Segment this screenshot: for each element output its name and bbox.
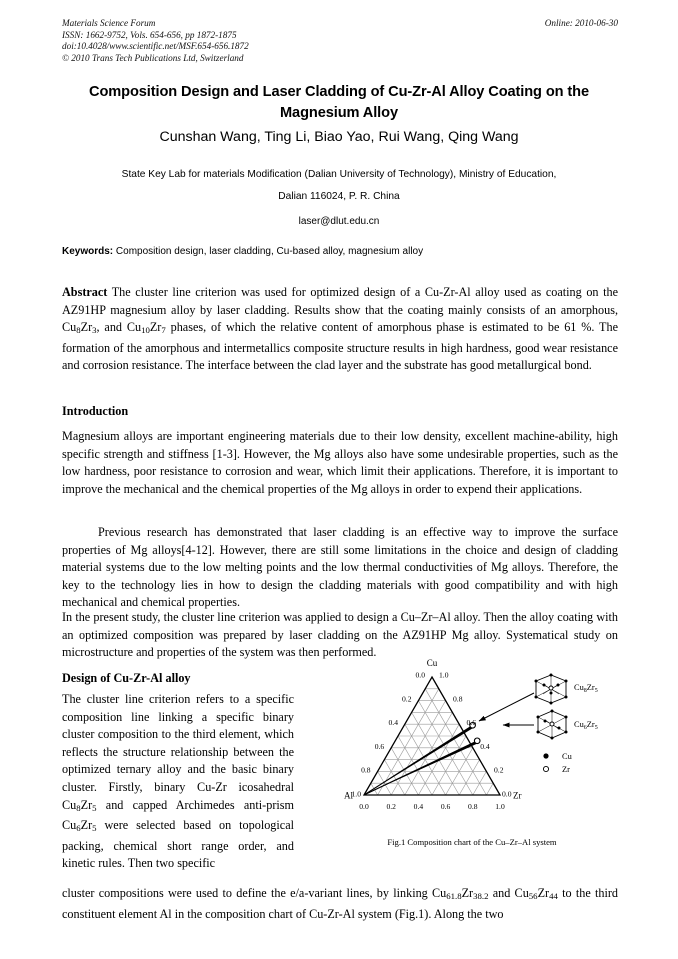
page-title: Composition Design and Laser Cladding of Cu-Zr-Al Alloy Coating on the Magnesium Alloy [89,84,589,121]
design-text-5: were selected based on topological packing, chemical short range order, and kinetic rules. Then two specific [62,818,294,871]
running-head [62,18,618,64]
keywords-value: Composition design, laser cladding, Cu-based alloy, magnesium alloy [115,246,424,257]
affiliation-line-1: State Key Lab for materials Modification (Dalian University of Technology), Ministry of Education, [121,169,557,180]
last-text-2: Zr [461,886,474,900]
vertex-label-cu: Cu [426,658,438,668]
design-sub-1: 8 [76,802,81,813]
cluster-label-cu8zr5: $Cu_8Zr_5$ [574,683,598,694]
design-text-2: Zr [80,797,93,812]
svg-text:0.8: 0.8 [361,765,371,775]
legend-label-zr: Zr [562,765,570,774]
abstract-sub-1: 8 [76,325,81,336]
abstract-sub-3: 10 [141,325,150,336]
legend-marker-cu [543,753,548,758]
svg-text:0.4: 0.4 [413,802,424,811]
section-heading-introduction: Introduction [62,404,129,418]
abstract-text-2: Zr [80,320,93,335]
abstract-section [62,284,618,375]
svg-text:0.6: 0.6 [374,742,385,751]
intro-paragraph-2: Previous research has demonstrated that laser cladding is an effective way to improve the surface properties of Mg alloys[4-12]. However, there are still some limitations in the choice and design of cladding material systems due to the low melting points and the low thermal conductivities of Mg alloys. Therefore, the key to the technology lies in how to design the cladding materials with good compatibility and with high mechanical and chemical properties. [62,525,618,610]
last-sub-3: 56 [528,890,538,901]
last-text-4: Zr [537,886,550,900]
abstract-sub-2: 3 [92,325,97,336]
svg-text:1.0: 1.0 [351,789,361,799]
svg-text:0.8: 0.8 [468,802,478,811]
journal-name: Materials Science Forum [62,18,156,28]
last-sub-4: 44 [549,890,558,901]
arrow-cu8zr5 [479,693,534,721]
vertex-label-zr: Zr [513,790,522,801]
ternary-composition-chart [322,655,622,835]
svg-text:1.0: 1.0 [439,670,449,680]
design-sub-2: 5 [92,802,97,813]
legend-label-cu: Cu [562,752,572,761]
doi-line: doi:10.4028/www.scientific.net/MSF.654-656.1872 [62,41,249,52]
svg-text:0.0: 0.0 [415,670,425,680]
figure-legend [543,752,572,774]
design-sub-3: 6 [76,823,81,833]
design-continued-paragraph [62,885,618,923]
svg-text:0.8: 0.8 [453,694,463,704]
bottom-axis-ticks [359,802,505,811]
abstract-text-4: Zr [149,320,162,335]
last-text-5: to the third constituent element Al in the composition chart of Cu-Zr-Al system (Fig.1). Along the two [62,886,618,921]
intro-paragraph-1: Magnesium alloys are important engineering materials due to their low density, excellent machine-ability, high specific strength and stiffness [1-3]. However, the Mg alloys also have some undesirable properties, such as the low hardness, poor resistance to corrosion and wear, which limit their applications. Therefore, it is important to improve the mechanical and the chemical properties of the Mg alloys in order to expend their applications. [62,429,618,496]
svg-text:0.4: 0.4 [388,718,398,728]
abstract-text-3: , and Cu [96,320,142,335]
contact-email: laser@dlut.edu.cn [298,216,380,227]
abstract-label: Abstract [62,285,108,299]
svg-text:0.0: 0.0 [502,789,512,799]
abstract-text-1: The cluster line criterion was used for optimized design of a Cu-Zr-Al alloy used as coating on the AZ91HP magnesium alloy by laser cladding. Results show that the coating mainly consists of an amorphous, Cu [62,285,618,335]
design-text-4: Zr [80,818,93,833]
design-left-column [62,691,294,873]
cluster-label-cu6zr5: $Cu_6Zr_5$ [574,720,598,731]
svg-text:0.0: 0.0 [359,802,369,811]
last-sub-2: 38.2 [473,890,489,901]
section-heading-design: Design of Cu-Zr-Al alloy [62,671,191,685]
design-text-1: The cluster line criterion refers to a specific composition line linking a specific binary cluster composition to the third element, which reflects the structure relationship between the optimized ternary alloy and the basic binary cluster. Firstly, binary Cu-Zr icosahedral Cu [62,692,294,812]
figure-caption: Fig.1 Composition chart of the Cu–Zr–Al system [387,837,557,847]
composition-point-cu56zr44 [474,738,480,744]
issn-line: ISSN: 1662-9752, Vols. 654-656, pp 1872-1875 [62,29,237,40]
svg-text:0.4: 0.4 [480,742,490,751]
author-list: Cunshan Wang, Ting Li, Biao Yao, Rui Wang, Qing Wang [159,129,519,145]
abstract-sub-4: 7 [161,325,166,336]
last-sub-1: 61.8 [446,890,462,901]
vertex-label-al: Al [344,790,353,801]
svg-text:1.0: 1.0 [495,802,505,811]
cluster-icon-cu8zr5 [535,674,568,705]
online-date: Online: 2010-06-30 [544,18,618,28]
figure-1 [322,655,622,860]
keywords-label: Keywords: [62,246,114,257]
svg-text:0.6: 0.6 [466,718,476,728]
svg-text:0.2: 0.2 [494,765,504,775]
abstract-text-5: phases, of which the relative content of amorphous phase is estimated to be 61 %. The formation of the amorphous and intermetallics composite structure results in high hardness, good wear resistance and corrosion resistance. The interface between the clad layer and the substrate has good metallurgical bond. [62,320,619,373]
design-sub-4: 5 [92,823,97,833]
affiliation-line-2: Dalian 116024, P. R. China [278,191,400,202]
keywords-line [62,245,618,258]
legend-marker-zr [543,766,548,771]
cluster-icon-cu8zr5-zr-atom [549,686,553,690]
svg-text:0.6: 0.6 [440,802,451,811]
design-text-3: and capped Archimedes anti-prism Cu [62,797,294,833]
svg-text:0.2: 0.2 [386,802,396,811]
affiliation [72,164,606,208]
cluster-icon-cu6zr5 [537,710,568,740]
last-text-1: cluster compositions were used to define the e/a-variant lines, by linking Cu [62,886,447,900]
intro-paragraph-3: In the present study, the cluster line criterion was applied to design a Cu–Zr–Al alloy. Then the alloy coating with an optimized composition was prepared by laser cladding on the AZ91HP Mg alloy. Systematical study on microstructure and properties of the system was then performed. [62,610,618,660]
svg-text:0.2: 0.2 [402,694,412,704]
copyright-line: © 2010 Trans Tech Publications Ltd, Switzerland [62,52,244,63]
cluster-icon-cu6zr5-zr-atom [550,722,554,726]
last-text-3: and Cu [488,886,529,900]
